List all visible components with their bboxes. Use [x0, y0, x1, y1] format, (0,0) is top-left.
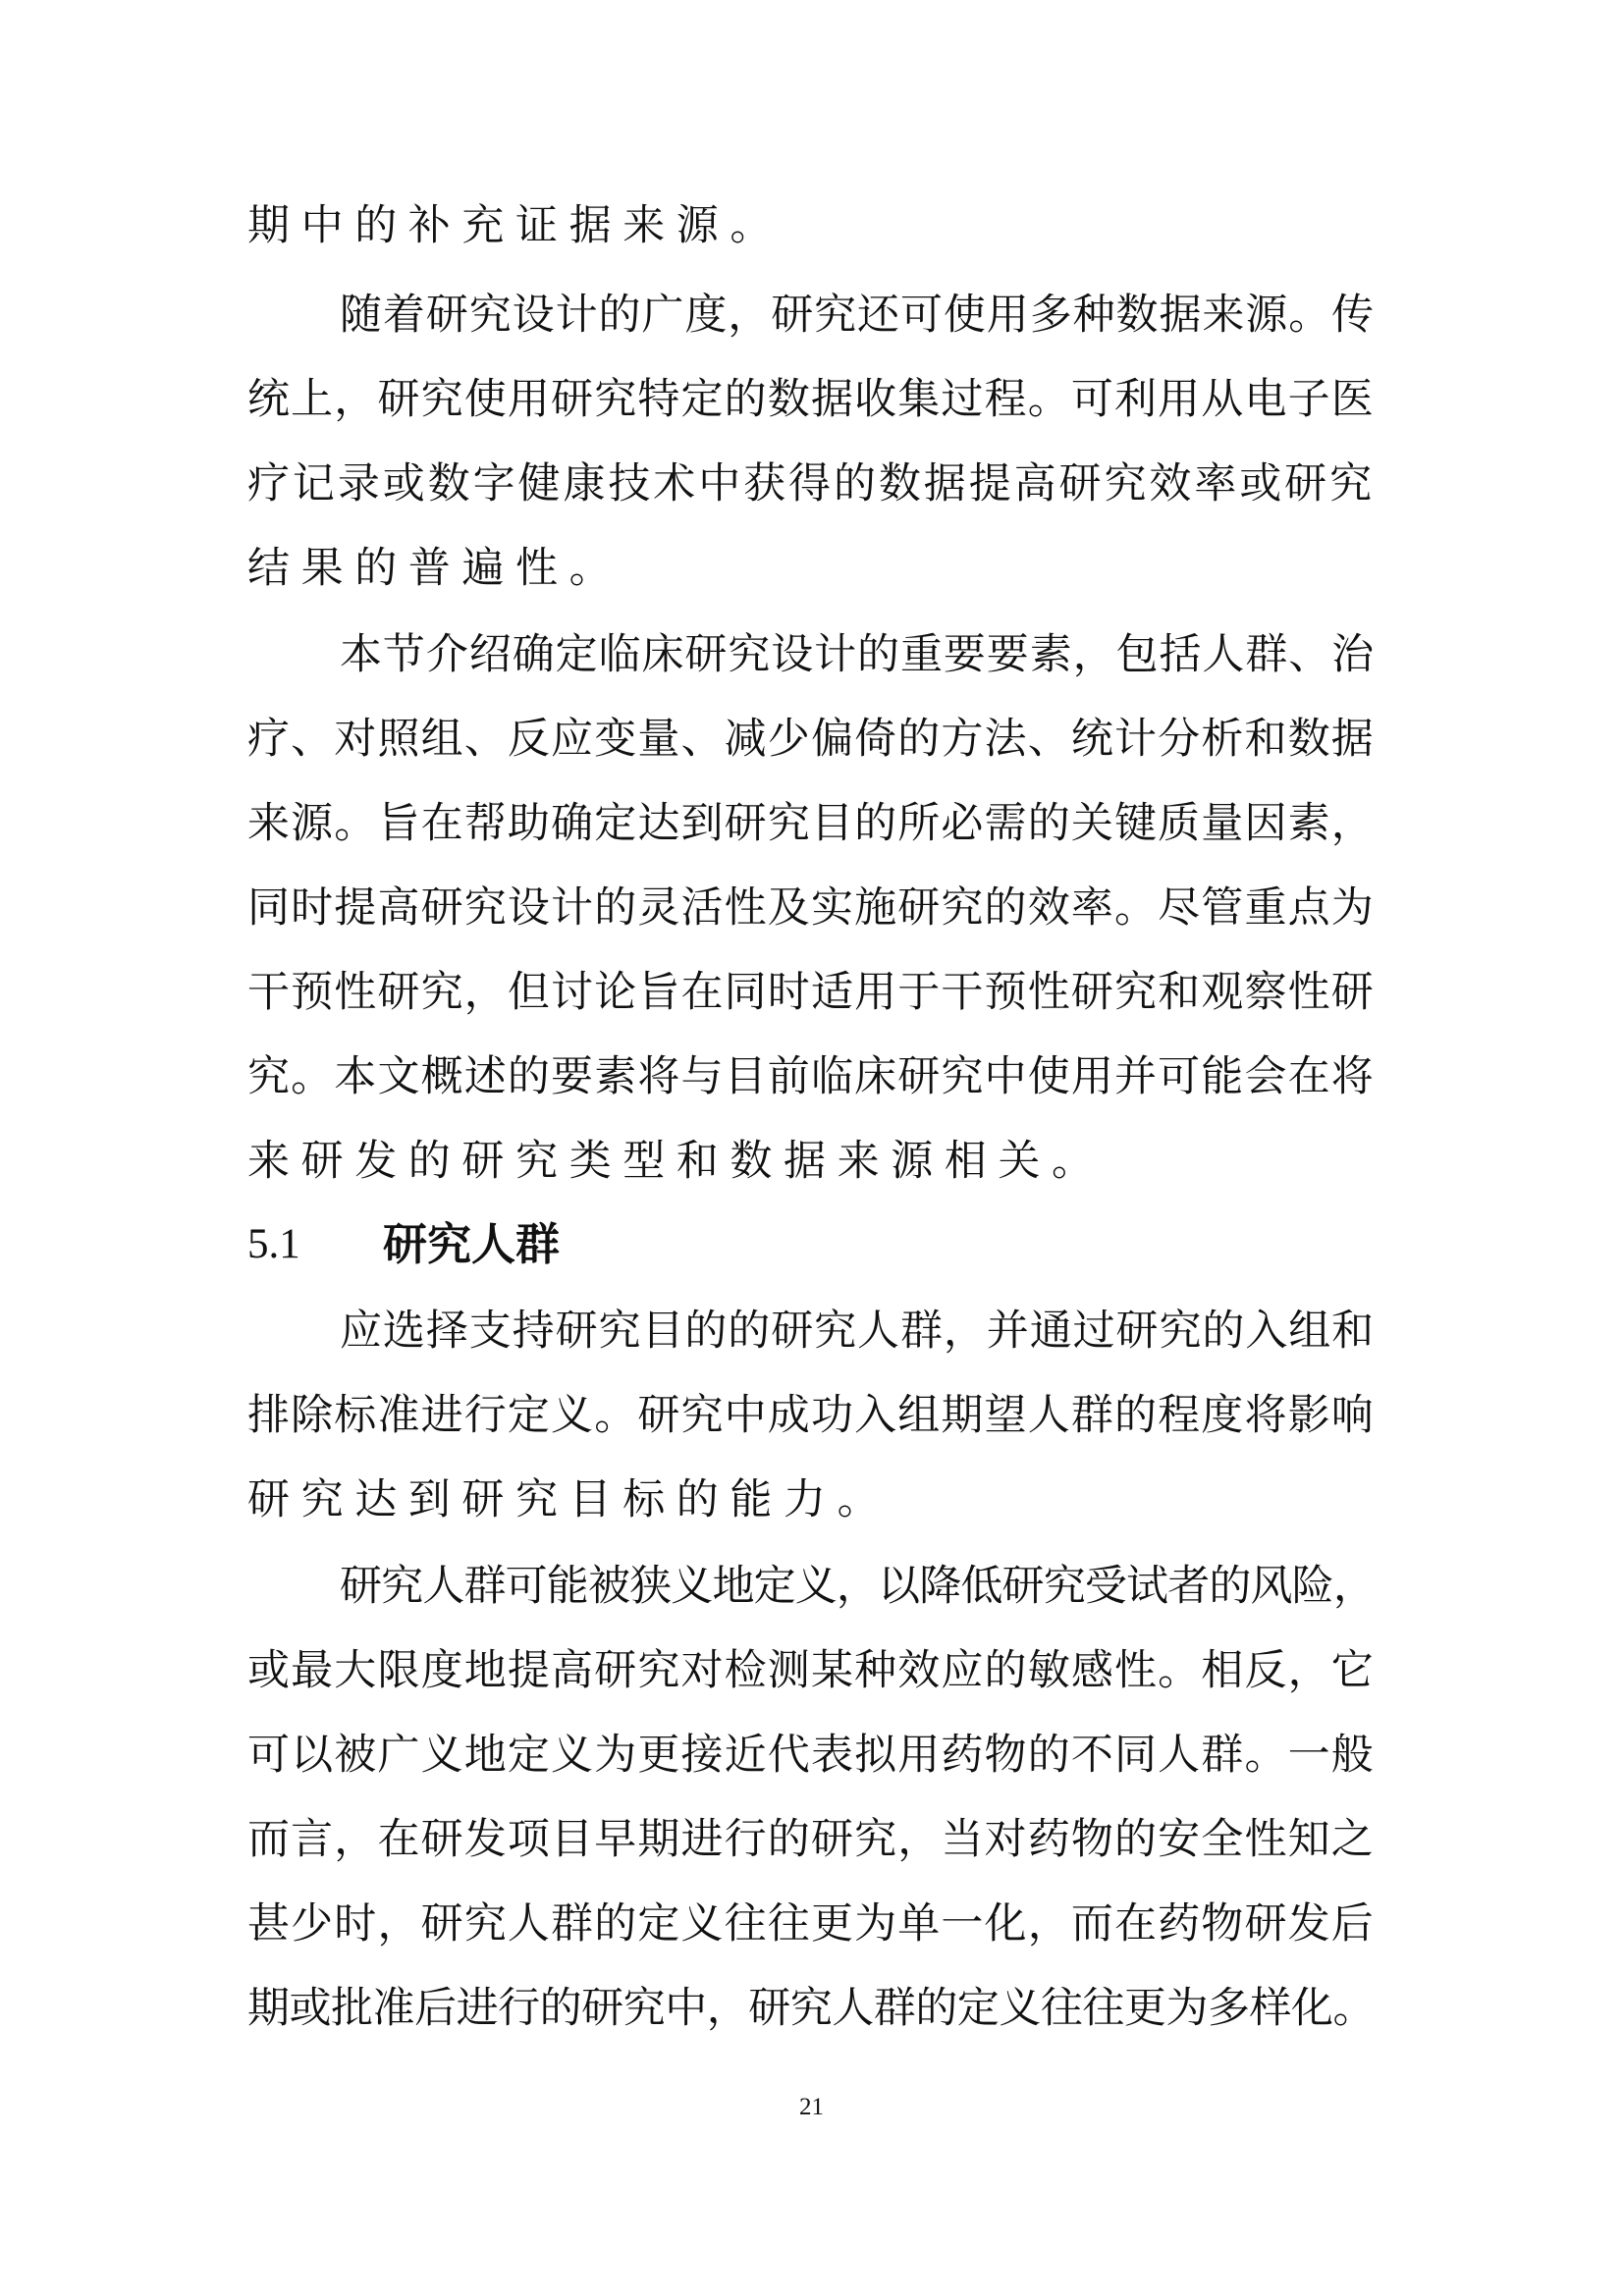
text-line: 疗、对照组、反应变量、减少偏倚的方法、统计分析和数据 — [247, 715, 1375, 764]
text-line: 期或批准后进行的研究中，研究人群的定义往往更为多样化。 — [247, 1984, 1376, 2033]
text-line: 统上，研究使用研究特定的数据收集过程。可利用从电子医 — [247, 375, 1375, 424]
section-title: 研究人群 — [383, 1218, 561, 1270]
text-line: 排除标准进行定义。研究中成功入组期望人群的程度将影响 — [247, 1391, 1375, 1440]
text-line: 干预性研究，但讨论旨在同时适用于干预性研究和观察性研 — [247, 968, 1375, 1017]
text-line: 期中的补充证据来源。 — [247, 201, 784, 250]
text-line: 究。本文概述的要素将与目前临床研究中使用并可能会在将 — [247, 1052, 1375, 1101]
text-line: 甚少时，研究人群的定义往往更为单一化，而在药物研发后 — [247, 1899, 1375, 1949]
text-line: 或最大限度地提高研究对检测某种效应的敏感性。相反，它 — [247, 1646, 1375, 1695]
text-line: 疗记录或数字健康技术中获得的数据提高研究效率或研究 — [247, 459, 1375, 508]
text-line: 同时提高研究设计的灵活性及实施研究的效率。尽管重点为 — [247, 883, 1375, 933]
text-line: 而言，在研发项目早期进行的研究，当对药物的安全性知之 — [247, 1815, 1375, 1864]
section-number: 5.1 — [247, 1221, 300, 1267]
text-line: 随着研究设计的广度，研究还可使用多种数据来源。传 — [340, 291, 1376, 340]
text-line: 应选择支持研究目的的研究人群，并通过研究的入组和 — [340, 1307, 1376, 1356]
text-line: 来源。旨在帮助确定达到研究目的所必需的关键质量因素， — [247, 799, 1375, 848]
text-line: 本节介绍确定临床研究设计的重要要素，包括人群、治 — [340, 630, 1376, 679]
text-line: 来研发的研究类型和数据来源相关。 — [247, 1137, 1106, 1186]
text-line: 研究人群可能被狭义地定义，以降低研究受试者的风险， — [340, 1562, 1375, 1611]
text-line: 研究达到研究目标的能力。 — [247, 1475, 892, 1524]
text-line: 结果的普遍性。 — [247, 544, 623, 593]
text-line: 可以被广义地定义为更接近代表拟用药物的不同人群。一般 — [247, 1731, 1375, 1780]
page-number: 21 — [799, 2094, 824, 2120]
